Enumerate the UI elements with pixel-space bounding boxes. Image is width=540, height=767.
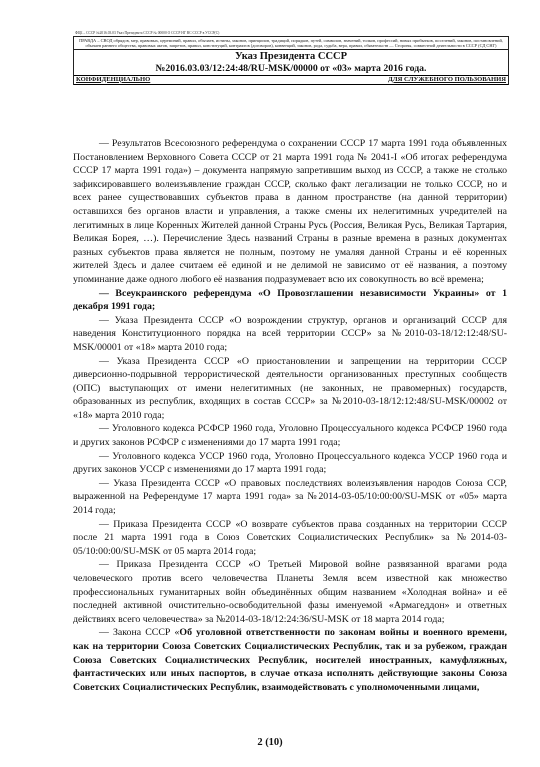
paragraph: — Приказа Президента СССР «О возврате субъектов права созданных на территории СССР после 21 марта 1991 года в Союз Советских Социалистических Республик» за №2014-03-05/10:00:00/SU-MSK от 05 марта 2014 года; (73, 518, 507, 557)
paragraph: — Результатов Всесоюзного референдума о сохранении СССР 17 марта 1991 года объявленных Постановлением Верховного Совета СССР от 21 марта 1991 года № 2041-I «Об итогах референдума СССР 17 марта 1991 года») – документа напрямую запретившим выход из СССР, а также не столько зафиксировавшего волеизъявление граждан СССР, сколько факт легализации не только СССР, но и всех ранее существовавших субъектов права в данном пространстве (на данной территории) оставшихся без органов власти и управления, а также смены их нелегитимных учредителей на легитимных в лице Коренных Жителей данной Страны Русь (Россия, Великая Русь, Великая Тартария, Великая Борея, …). Перечисление Здесь названий Страны в разные времена в разных документах разных субъектов права является не полным, поэтому не умаляя данной Страны и её коренных жителей Здесь и далее считаем её единой и не делимой не зависимо от её названия, а поэтому упоминание даже одного любого её названия подразумевает всю их совокупность во всё времена; (73, 138, 507, 285)
paragraph: — Уголовного кодекса РСФСР 1960 года, Уголовно Процессуального кодекса РСФСР 1960 года и других законов РСФСР с изменениями до 17 марта 1991 года; (73, 423, 507, 449)
paragraph: — Всеукраинского референдума «О Провозглашении независимости Украины» от 1 декабря 1991 года; (73, 287, 507, 313)
paragraph: — Указа Президента СССР «О возрождении структур, органов и организаций СССР для наведения Конституционного порядка на всей территории СССР» за №2010-03-18/12:12:48/SU-MSK/00001 от «18» марта 2010 года; (73, 314, 507, 353)
paragraph: — Уголовного кодекса УССР 1960 года, Уголовно Процессуального кодекса УССР 1960 года и других законов УССР с изменениями до 17 марта 1991 года; (73, 450, 507, 476)
official-use-label: ДЛЯ СЛУЖЕБНОГО ПОЛЬЗОВАНИЯ (388, 75, 506, 83)
confidential-label: КОНФИДЕНЦИАЛЬНО (76, 75, 151, 83)
paragraph (73, 626, 507, 694)
decree-title: Указ Президента СССР (234, 51, 348, 63)
header-category-text: ПРАВДА – СВОД обрядов, мер, правовых, церемоний, правил, обычаев, истины, законов, принципов, традиций, порядков, путей, символов, значений, толков, профессий, новых прибытков, поселений, законов, постановлений, обычаев раннего общества, правовых актов, запретов, правил, конституций, контрактов (договоров), конвенций, законов, рода, судьба, вера, правил, обязательств — Стороны, совместной деятельности в СССР (СД СНГ) (74, 37, 508, 50)
page-number: 2 (10) (257, 737, 283, 748)
top-line: ФЦБ – СССР №2016.03.03 Указ Президента СССР № 00000 О СССР НГ ВС СССР в УССР(С) (75, 31, 220, 35)
document-header (73, 36, 509, 85)
paragraph-lead: — Закона СССР « (99, 627, 180, 639)
classification-bar (74, 76, 508, 85)
paragraph: — Приказа Президента СССР «О Третьей Мировой войне развязанной врагами рода человеческого против всего человечества Планеты Земля всем известной как множество профессиональных гуманитарных войн объединённых общим названием «Холодная война» и её последней активной очистительно-освободительной фазы именуемой «Армагеддон» и ответных действиях всего человечества» за №2014-03-18/12:24:36/SU-MSK от 18 марта 2014 года; (73, 559, 507, 625)
decree-number: №2016.03.03/12:24:48/RU-MSK/00000 от «03» марта 2016 года. (74, 63, 508, 76)
document-body (73, 137, 507, 694)
paragraph: — Указа Президента СССР «О приостановлении и запрещении на территории СССР диверсионно-подрывной террористической деятельности организованных преступных сообществ (ОПС) выступающих от имени нелегитимных (не законных, не правомерных) государств, образованных из республик, входящих в состав СССР» за №2010-03-18/12:12:48/SU-MSK/00002 от «18» марта 2010 года; (73, 355, 507, 421)
law-title-bold: Об уголовной ответственности по законам войны и военного времени, как на территории Союза Советских Социалистических Республик, так и за рубежом, граждан Союза Советских Социалистических Республик, носителей иностранных, камуфляжных, фантастических или иных паспортов, в случае отказа исполнять действующие законы Союза Советских Социалистических Республик, взаимодействовать с уполномоченными лицами, (73, 627, 507, 693)
paragraph: — Указа Президента СССР «О правовых последствиях волеизъявления народов Союза ССР, выраженной на Референдуме 17 марта 1991 года» за №2014-03-05/10:00:00/SU-MSK от «05» марта 2014 года; (73, 477, 507, 517)
